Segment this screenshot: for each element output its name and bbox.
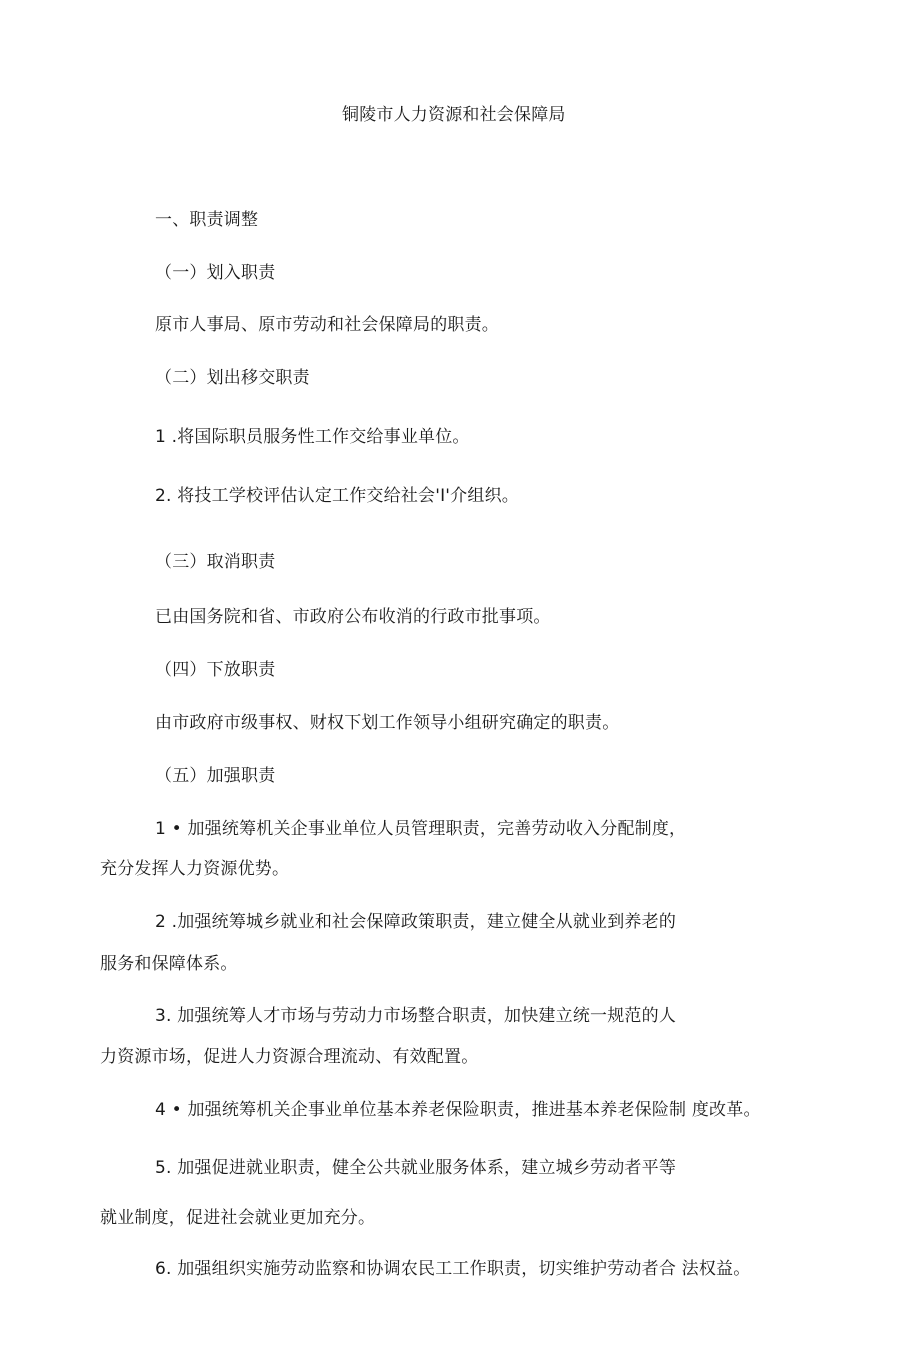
paragraph: 由市政府市级事权、财权下划工作领导小组研究确定的职责。 — [155, 713, 620, 733]
list-item: 5. 加强促进就业职责，健全公共就业服务体系，建立城乡劳动者平等 — [155, 1158, 677, 1178]
list-item-continuation: 力资源市场，促进人力资源合理流动、有效配置。 — [100, 1047, 479, 1067]
list-item: 6. 加强组织实施劳动监察和协调农民工工作职责，切实维护劳动者合 法权益。 — [155, 1259, 751, 1279]
list-item: 2. 将技工学校评估认定工作交给社会'I'介组织。 — [155, 486, 519, 506]
list-item: 1 • 加强统筹机关企事业单位人员管理职责，完善劳动收入分配制度， — [155, 819, 687, 839]
list-item: 2 .加强统筹城乡就业和社会保障政策职责，建立健全从就业到养老的 — [155, 912, 677, 932]
subsection-heading: （一）划入职责 — [155, 263, 276, 283]
list-item: 4 • 加强统筹机关企事业单位基本养老保险职责，推进基本养老保险制 度改革。 — [155, 1100, 761, 1120]
list-item-continuation: 就业制度，促进社会就业更加充分。 — [100, 1208, 376, 1228]
section-heading: 一、职责调整 — [155, 210, 259, 230]
list-item-continuation: 充分发挥人力资源优势。 — [100, 859, 290, 879]
paragraph: 已由国务院和省、市政府公布收消的行政市批事项。 — [155, 607, 551, 627]
list-item-continuation: 服务和保障体系。 — [100, 954, 238, 974]
subsection-heading: （二）划出移交职责 — [155, 368, 310, 388]
subsection-heading: （五）加强职责 — [155, 766, 276, 786]
subsection-heading: （三）取消职责 — [155, 552, 276, 572]
list-item: 1 .将国际职员服务性工作交给事业单位。 — [155, 427, 470, 447]
page-title: 铜陵市人力资源和社会保障局 — [342, 105, 566, 125]
paragraph: 原市人事局、原市劳动和社会保障局的职责。 — [155, 315, 499, 335]
list-item: 3. 加强统筹人才市场与劳动力市场整合职责，加快建立统一规范的人 — [155, 1006, 677, 1026]
subsection-heading: （四）下放职责 — [155, 660, 276, 680]
